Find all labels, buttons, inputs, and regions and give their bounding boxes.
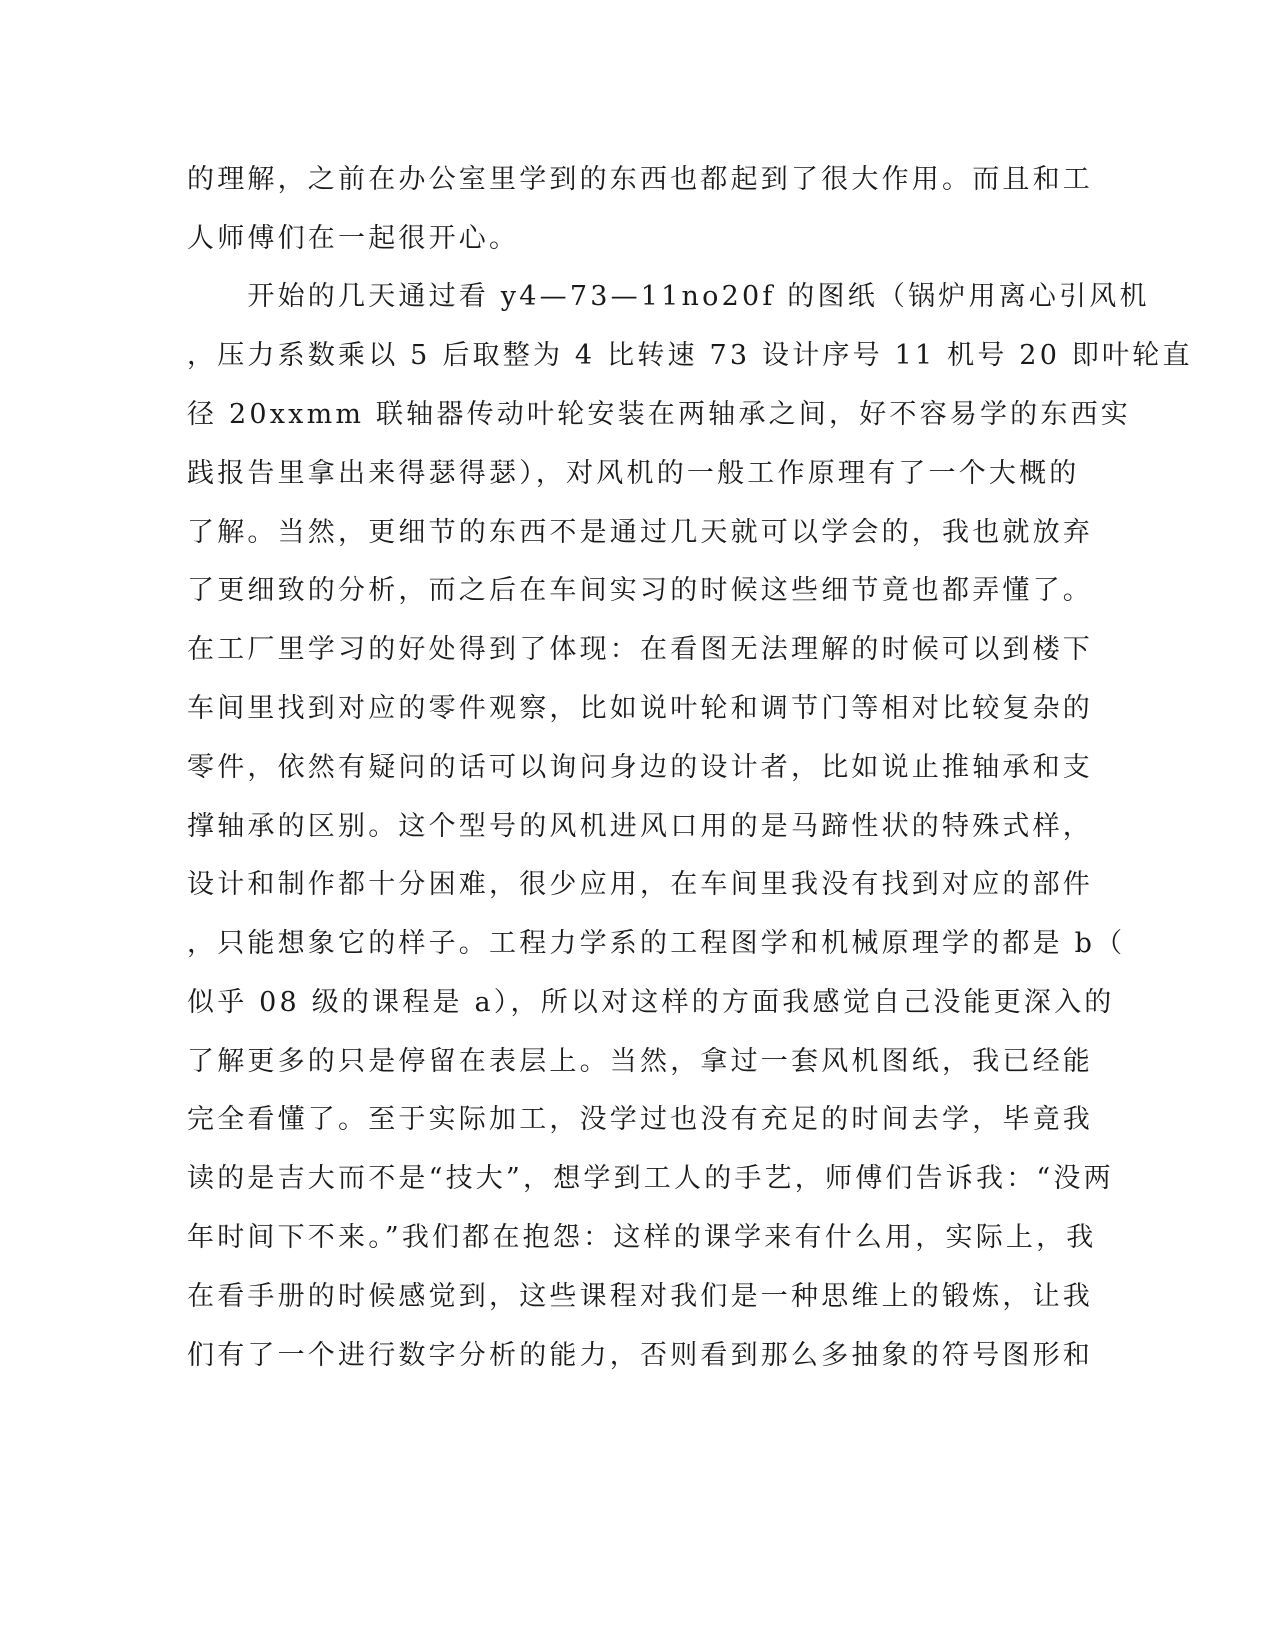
- text-line: 人师傅们在一起很开心。: [187, 223, 520, 254]
- text-line: 践报告里拿出来得瑟得瑟），对风机的一般工作原理有了一个大概的: [187, 458, 1080, 489]
- text-line: 在工厂里学习的好处得到了体现：在看图无法理解的时候可以到楼下: [187, 634, 1093, 665]
- text-line: ，只能想象它的样子。工程力学系的工程图学和机械原理学的都是 b（: [187, 928, 1126, 959]
- text-line: 撑轴承的区别。这个型号的风机进风口用的是马蹄性状的特殊式样，: [187, 811, 1093, 842]
- text-line: ，压力系数乘以 5 后取整为 4 比转速 73 设计序号 11 机号 20 即叶轮直: [187, 340, 1193, 371]
- text-line: 们有了一个进行数字分析的能力，否则看到那么多抽象的符号图形和: [187, 1340, 1093, 1371]
- text-line: 在看手册的时候感觉到，这些课程对我们是一种思维上的锻炼，让我: [187, 1281, 1093, 1312]
- text-line: 开始的几天通过看 y4—73—11no20f 的图纸（锅炉用离心引风机: [187, 281, 1150, 312]
- text-line: 完全看懂了。至于实际加工，没学过也没有充足的时间去学，毕竟我: [187, 1104, 1093, 1135]
- text-line: 车间里找到对应的零件观察，比如说叶轮和调节门等相对比较复杂的: [187, 693, 1093, 724]
- text-line: 设计和制作都十分困难，很少应用，在车间里我没有找到对应的部件: [187, 869, 1093, 900]
- text-line: 了解。当然，更细节的东西不是通过几天就可以学会的，我也就放弃: [187, 517, 1093, 548]
- text-line: 径 20xxmm 联轴器传动叶轮安装在两轴承之间，好不容易学的东西实: [187, 399, 1131, 430]
- text-line: 零件，依然有疑问的话可以询问身边的设计者，比如说止推轴承和支: [187, 752, 1093, 783]
- text-line: 似乎 08 级的课程是 a），所以对这样的方面我感觉自己没能更深入的: [187, 987, 1115, 1018]
- text-line: 的理解，之前在办公室里学到的东西也都起到了很大作用。而且和工: [187, 164, 1093, 195]
- text-line: 年时间下不来。”我们都在抱怨：这样的课学来有什么用，实际上，我: [187, 1222, 1097, 1253]
- text-line: 读的是吉大而不是“技大”，想学到工人的手艺，师傅们告诉我：“没两: [187, 1163, 1114, 1194]
- text-line: 了解更多的只是停留在表层上。当然，拿过一套风机图纸，我已经能: [187, 1046, 1093, 1077]
- text-line: 了更细致的分析，而之后在车间实习的时候这些细节竟也都弄懂了。: [187, 575, 1093, 606]
